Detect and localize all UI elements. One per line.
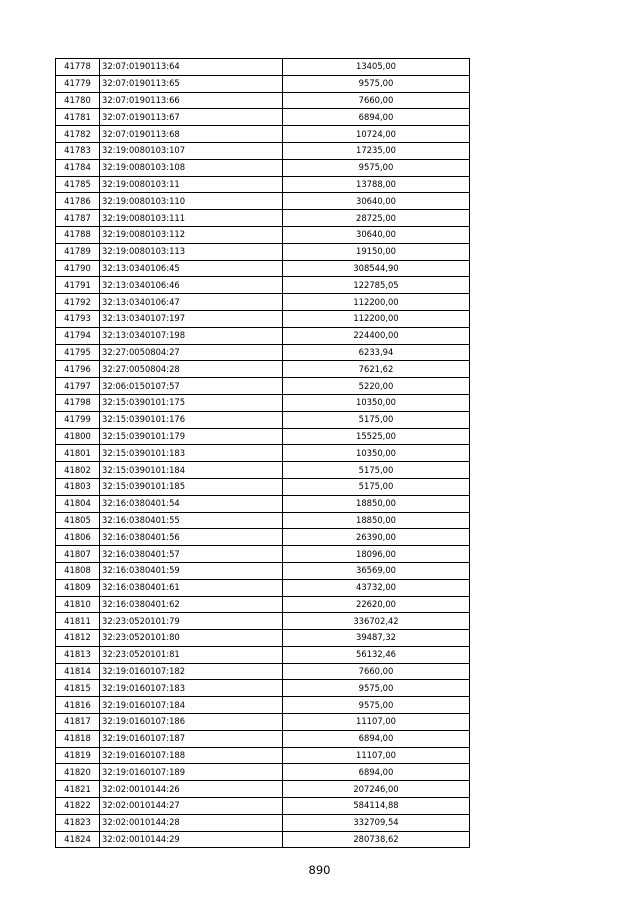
table-row: [56, 579, 470, 596]
row-number-cell: 41802: [56, 462, 100, 479]
table-row: [56, 193, 470, 210]
cadastral-number-cell: 32:19:0160107:184: [100, 697, 283, 714]
cadastral-number-cell: 32:07:0190113:64: [100, 59, 283, 76]
table-row: [56, 646, 470, 663]
row-number-cell: 41810: [56, 596, 100, 613]
value-cell: 280738,62: [283, 831, 470, 848]
value-cell: 56132,46: [283, 646, 470, 663]
cadastral-number-cell: 32:19:0080103:110: [100, 193, 283, 210]
value-cell: 7660,00: [283, 92, 470, 109]
table-row: [56, 663, 470, 680]
table-row: [56, 831, 470, 848]
row-number-cell: 41779: [56, 75, 100, 92]
table-row: [56, 243, 470, 260]
cadastral-number-cell: 32:19:0080103:108: [100, 159, 283, 176]
cadastral-number-cell: 32:16:0380401:55: [100, 512, 283, 529]
cadastral-number-cell: 32:13:0340107:197: [100, 310, 283, 327]
cadastral-number-cell: 32:15:0390101:175: [100, 394, 283, 411]
cadastral-number-cell: 32:19:0160107:188: [100, 747, 283, 764]
row-number-cell: 41818: [56, 730, 100, 747]
row-number-cell: 41794: [56, 327, 100, 344]
row-number-cell: 41824: [56, 831, 100, 848]
table-row: [56, 546, 470, 563]
table-body: [56, 59, 470, 848]
cadastral-number-cell: 32:07:0190113:68: [100, 126, 283, 143]
table-row: [56, 92, 470, 109]
table-row: [56, 378, 470, 395]
value-cell: 6894,00: [283, 764, 470, 781]
table-row: [56, 764, 470, 781]
row-number-cell: 41806: [56, 529, 100, 546]
value-cell: 112200,00: [283, 310, 470, 327]
value-cell: 30640,00: [283, 226, 470, 243]
table-row: [56, 159, 470, 176]
cadastral-number-cell: 32:23:0520101:79: [100, 613, 283, 630]
table-row: [56, 176, 470, 193]
value-cell: 10724,00: [283, 126, 470, 143]
value-cell: 584114,88: [283, 798, 470, 815]
row-number-cell: 41820: [56, 764, 100, 781]
cadastral-number-cell: 32:16:0380401:56: [100, 529, 283, 546]
cadastral-number-cell: 32:23:0520101:80: [100, 630, 283, 647]
row-number-cell: 41780: [56, 92, 100, 109]
row-number-cell: 41789: [56, 243, 100, 260]
cadastral-number-cell: 32:16:0380401:59: [100, 562, 283, 579]
value-cell: 13405,00: [283, 59, 470, 76]
table-row: [56, 142, 470, 159]
table-row: [56, 512, 470, 529]
value-cell: 39487,32: [283, 630, 470, 647]
cadastral-number-cell: 32:16:0380401:61: [100, 579, 283, 596]
value-cell: 10350,00: [283, 445, 470, 462]
row-number-cell: 41811: [56, 613, 100, 630]
value-cell: 26390,00: [283, 529, 470, 546]
row-number-cell: 41796: [56, 361, 100, 378]
row-number-cell: 41782: [56, 126, 100, 143]
row-number-cell: 41791: [56, 277, 100, 294]
table-row: [56, 327, 470, 344]
table-row: [56, 781, 470, 798]
cadastral-number-cell: 32:02:0010144:27: [100, 798, 283, 815]
cadastral-number-cell: 32:19:0160107:182: [100, 663, 283, 680]
table-row: [56, 462, 470, 479]
value-cell: 22620,00: [283, 596, 470, 613]
row-number-cell: 41823: [56, 814, 100, 831]
table-row: [56, 596, 470, 613]
row-number-cell: 41803: [56, 478, 100, 495]
value-cell: 9575,00: [283, 75, 470, 92]
cadastral-number-cell: 32:07:0190113:67: [100, 109, 283, 126]
cadastral-number-cell: 32:19:0160107:189: [100, 764, 283, 781]
value-cell: 9575,00: [283, 680, 470, 697]
row-number-cell: 41817: [56, 714, 100, 731]
value-cell: 11107,00: [283, 747, 470, 764]
value-cell: 28725,00: [283, 210, 470, 227]
row-number-cell: 41797: [56, 378, 100, 395]
cadastral-number-cell: 32:02:0010144:26: [100, 781, 283, 798]
row-number-cell: 41787: [56, 210, 100, 227]
cadastral-number-cell: 32:27:0050804:27: [100, 344, 283, 361]
table-row: [56, 277, 470, 294]
value-cell: 332709,54: [283, 814, 470, 831]
value-cell: 112200,00: [283, 294, 470, 311]
table-row: [56, 344, 470, 361]
value-cell: 36569,00: [283, 562, 470, 579]
value-cell: 7621,62: [283, 361, 470, 378]
cadastral-number-cell: 32:13:0340106:47: [100, 294, 283, 311]
row-number-cell: 41801: [56, 445, 100, 462]
row-number-cell: 41822: [56, 798, 100, 815]
value-cell: 9575,00: [283, 697, 470, 714]
table-row: [56, 814, 470, 831]
row-number-cell: 41821: [56, 781, 100, 798]
table-row: [56, 630, 470, 647]
row-number-cell: 41785: [56, 176, 100, 193]
value-cell: 17235,00: [283, 142, 470, 159]
value-cell: 6894,00: [283, 730, 470, 747]
cadastral-number-cell: 32:19:0080103:107: [100, 142, 283, 159]
row-number-cell: 41805: [56, 512, 100, 529]
table-row: [56, 394, 470, 411]
table-row: [56, 75, 470, 92]
table-row: [56, 562, 470, 579]
table-row: [56, 680, 470, 697]
table-row: [56, 714, 470, 731]
cadastral-number-cell: 32:13:0340106:46: [100, 277, 283, 294]
cadastral-number-cell: 32:15:0390101:179: [100, 428, 283, 445]
cadastral-number-cell: 32:16:0380401:54: [100, 495, 283, 512]
value-cell: 308544,90: [283, 260, 470, 277]
page-number: 890: [308, 863, 331, 877]
table-row: [56, 747, 470, 764]
row-number-cell: 41799: [56, 411, 100, 428]
cadastral-number-cell: 32:02:0010144:28: [100, 814, 283, 831]
cadastral-number-cell: 32:19:0080103:11: [100, 176, 283, 193]
value-cell: 5175,00: [283, 411, 470, 428]
cadastral-number-cell: 32:07:0190113:65: [100, 75, 283, 92]
row-number-cell: 41788: [56, 226, 100, 243]
table-row: [56, 361, 470, 378]
table-row: [56, 529, 470, 546]
cadastral-number-cell: 32:19:0080103:113: [100, 243, 283, 260]
table-row: [56, 310, 470, 327]
row-number-cell: 41812: [56, 630, 100, 647]
value-cell: 18850,00: [283, 495, 470, 512]
row-number-cell: 41783: [56, 142, 100, 159]
value-cell: 30640,00: [283, 193, 470, 210]
table-row: [56, 495, 470, 512]
table-row: [56, 59, 470, 76]
value-cell: 18850,00: [283, 512, 470, 529]
table-row: [56, 126, 470, 143]
cadastral-number-cell: 32:19:0160107:187: [100, 730, 283, 747]
row-number-cell: 41800: [56, 428, 100, 445]
value-cell: 7660,00: [283, 663, 470, 680]
row-number-cell: 41809: [56, 579, 100, 596]
cadastral-number-cell: 32:15:0390101:184: [100, 462, 283, 479]
row-number-cell: 41807: [56, 546, 100, 563]
value-cell: 6894,00: [283, 109, 470, 126]
cadastral-number-cell: 32:19:0160107:183: [100, 680, 283, 697]
row-number-cell: 41781: [56, 109, 100, 126]
cadastral-number-cell: 32:15:0390101:176: [100, 411, 283, 428]
table-row: [56, 428, 470, 445]
row-number-cell: 41804: [56, 495, 100, 512]
value-cell: 5220,00: [283, 378, 470, 395]
cadastral-value-table: [55, 58, 470, 848]
table-row: [56, 411, 470, 428]
row-number-cell: 41808: [56, 562, 100, 579]
value-cell: 19150,00: [283, 243, 470, 260]
cadastral-number-cell: 32:19:0160107:186: [100, 714, 283, 731]
cadastral-number-cell: 32:06:0150107:57: [100, 378, 283, 395]
row-number-cell: 41790: [56, 260, 100, 277]
value-cell: 18096,00: [283, 546, 470, 563]
cadastral-number-cell: 32:07:0190113:66: [100, 92, 283, 109]
cadastral-number-cell: 32:13:0340107:198: [100, 327, 283, 344]
value-cell: 5175,00: [283, 478, 470, 495]
cadastral-number-cell: 32:16:0380401:62: [100, 596, 283, 613]
table-row: [56, 210, 470, 227]
value-cell: 9575,00: [283, 159, 470, 176]
table-row: [56, 697, 470, 714]
row-number-cell: 41795: [56, 344, 100, 361]
row-number-cell: 41813: [56, 646, 100, 663]
cadastral-number-cell: 32:15:0390101:185: [100, 478, 283, 495]
row-number-cell: 41814: [56, 663, 100, 680]
value-cell: 13788,00: [283, 176, 470, 193]
row-number-cell: 41793: [56, 310, 100, 327]
value-cell: 10350,00: [283, 394, 470, 411]
cadastral-number-cell: 32:13:0340106:45: [100, 260, 283, 277]
table-row: [56, 109, 470, 126]
table-row: [56, 798, 470, 815]
table-row: [56, 478, 470, 495]
cadastral-number-cell: 32:16:0380401:57: [100, 546, 283, 563]
table-row: [56, 294, 470, 311]
cadastral-number-cell: 32:02:0010144:29: [100, 831, 283, 848]
value-cell: 6233,94: [283, 344, 470, 361]
value-cell: 336702,42: [283, 613, 470, 630]
table-row: [56, 226, 470, 243]
row-number-cell: 41786: [56, 193, 100, 210]
value-cell: 15525,00: [283, 428, 470, 445]
table-row: [56, 730, 470, 747]
cadastral-number-cell: 32:15:0390101:183: [100, 445, 283, 462]
value-cell: 43732,00: [283, 579, 470, 596]
cadastral-number-cell: 32:19:0080103:111: [100, 210, 283, 227]
value-cell: 11107,00: [283, 714, 470, 731]
table-row: [56, 260, 470, 277]
value-cell: 122785,05: [283, 277, 470, 294]
row-number-cell: 41784: [56, 159, 100, 176]
value-cell: 5175,00: [283, 462, 470, 479]
row-number-cell: 41792: [56, 294, 100, 311]
row-number-cell: 41819: [56, 747, 100, 764]
row-number-cell: 41816: [56, 697, 100, 714]
row-number-cell: 41815: [56, 680, 100, 697]
cadastral-number-cell: 32:23:0520101:81: [100, 646, 283, 663]
table-row: [56, 613, 470, 630]
value-cell: 224400,00: [283, 327, 470, 344]
value-cell: 207246,00: [283, 781, 470, 798]
cadastral-number-cell: 32:19:0080103:112: [100, 226, 283, 243]
row-number-cell: 41778: [56, 59, 100, 76]
row-number-cell: 41798: [56, 394, 100, 411]
cadastral-number-cell: 32:27:0050804:28: [100, 361, 283, 378]
table-row: [56, 445, 470, 462]
